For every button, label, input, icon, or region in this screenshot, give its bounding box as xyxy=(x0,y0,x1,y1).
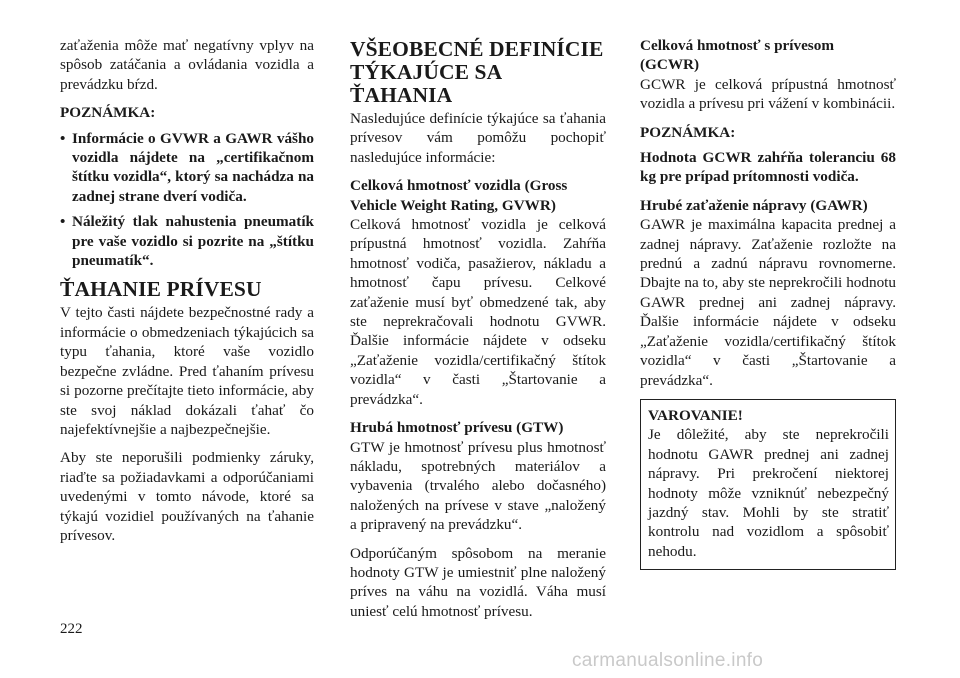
section-heading-definitions: VŠEOBECNÉ DEFINÍCIE TÝKAJÚCE SA ŤAHANIA xyxy=(350,37,604,107)
column-right xyxy=(640,36,896,570)
bullet-icon: • xyxy=(60,129,66,147)
paragraph: V tejto časti nájdete bezpečnostné rady a informácie o obmedzeniach týkajúcich sa typu ťahania, ktoré vaše vozidlo bezpečne zvládne. Pred ťahaním prívesu si pozorne prečítajte tieto informácie, aby ste svoj náklad dokázali ťahať čo najefektívnejšie a najbezpečnejšie. xyxy=(60,304,314,438)
column-middle xyxy=(350,36,606,630)
intro-text: zaťaženia môže mať negatívny vplyv na spôsob zatáčania a ovládania vozidla a prevádzku bŕzd. xyxy=(60,37,314,93)
subheading-gcwr: Celková hmotnosť s prívesom (GCWR) xyxy=(640,37,834,74)
paragraph: Nasledujúce definície týkajúce sa ťahania prívesov vám pomôžu pochopiť nasledujúce informácie: xyxy=(350,110,606,166)
warning-title: VAROVANIE! xyxy=(648,406,743,424)
bullet-icon: • xyxy=(60,213,66,231)
subheading-gvwr: Celková hmotnosť vozidla (Gross Vehicle Weight Rating, GVWR) xyxy=(350,177,568,214)
paragraph: Celková hmotnosť vozidla je celková prípustná hmotnosť vozidla. Zahŕňa hmotnosť vodiča, pasažierov, nákladu a hmotnosť čapu prívesu. Celkové zaťaženie musí byť obmedzené tak, aby ste neprekračovali hodnotu GVWR. Ďalšie informácie nájdete v odseku „Zaťaženie vozidla/certifikačný štítok vozidla“ v časti „Štartovanie a prevádzka“. xyxy=(350,216,606,408)
subheading-gtw: Hrubá hmotnosť prívesu (GTW) xyxy=(350,419,564,437)
section-heading-towing: ŤAHANIE PRÍVESU xyxy=(60,277,262,302)
note-title: POZNÁMKA: xyxy=(60,104,156,122)
note-text: Hodnota GCWR zahŕňa toleranciu 68 kg pre prípad prítomnosti vodiča. xyxy=(640,149,896,186)
note-title: POZNÁMKA: xyxy=(640,123,736,141)
paragraph: GCWR je celková prípustná hmotnosť vozidla a prívesu pri vážení v kombinácii. xyxy=(640,75,896,113)
column-left xyxy=(60,36,314,554)
list-item: • Náležitý tlak nahustenia pneumatík pre vaše vozidlo si pozrite na „štítku pneumatík“. xyxy=(60,213,314,270)
paragraph: GAWR je maximálna kapacita prednej a zadnej nápravy. Zaťaženie rozložte na prednú a zadnú nápravu rovnomerne. Dbajte na to, aby ste neprekročili hodnotu GAWR prednej ani zadnej nápravy. Ďalšie informácie nájdete v odseku „Zaťaženie vozidla/certifikačný štítok vozidla“ v časti „Štartovanie a prevádzka“. xyxy=(640,216,896,389)
paragraph: Odporúčaným spôsobom na meranie hodnoty GTW je umiestniť plne naložený príves na váhu na vozidlá. Váha musí uniesť celú hmotnosť prívesu. xyxy=(350,544,606,620)
paragraph: Aby ste neporušili podmienky záruky, riaďte sa požiadavkami a odporúčaniami uvedenými v tomto návode, ktoré sa týkajú vozidiel používaných na ťahanie prívesov. xyxy=(60,449,314,544)
warning-text: Je dôležité, aby ste neprekročili hodnotu GAWR prednej ani zadnej nápravy. Pri prekročení niektorej hodnoty môže vzniknúť nebezpečný jazdný stav. Mohli by ste stratiť kontrolu nad vozidlom a spôsobiť nehodu. xyxy=(648,426,889,560)
paragraph: GTW je hmotnosť prívesu plus hmotnosť nákladu, spotrebných materiálov a vybavenia (trvalého alebo dočasného) naložených na prívese v stave „naložený a pripravený na prevádzku“. xyxy=(350,438,606,534)
page-number: 222 xyxy=(60,621,83,637)
watermark: carmanualsonline.info xyxy=(572,650,764,671)
list-item: • Informácie o GVWR a GAWR vášho vozidla nájdete na „certifikačnom štítku vozidla“, ktorý sa nachádza na zadnej strane dverí vodiča. xyxy=(60,129,314,205)
note-bullet-list xyxy=(60,129,314,271)
warning-box xyxy=(640,399,896,570)
subheading-gawr: Hrubé zaťaženie nápravy (GAWR) xyxy=(640,196,868,214)
